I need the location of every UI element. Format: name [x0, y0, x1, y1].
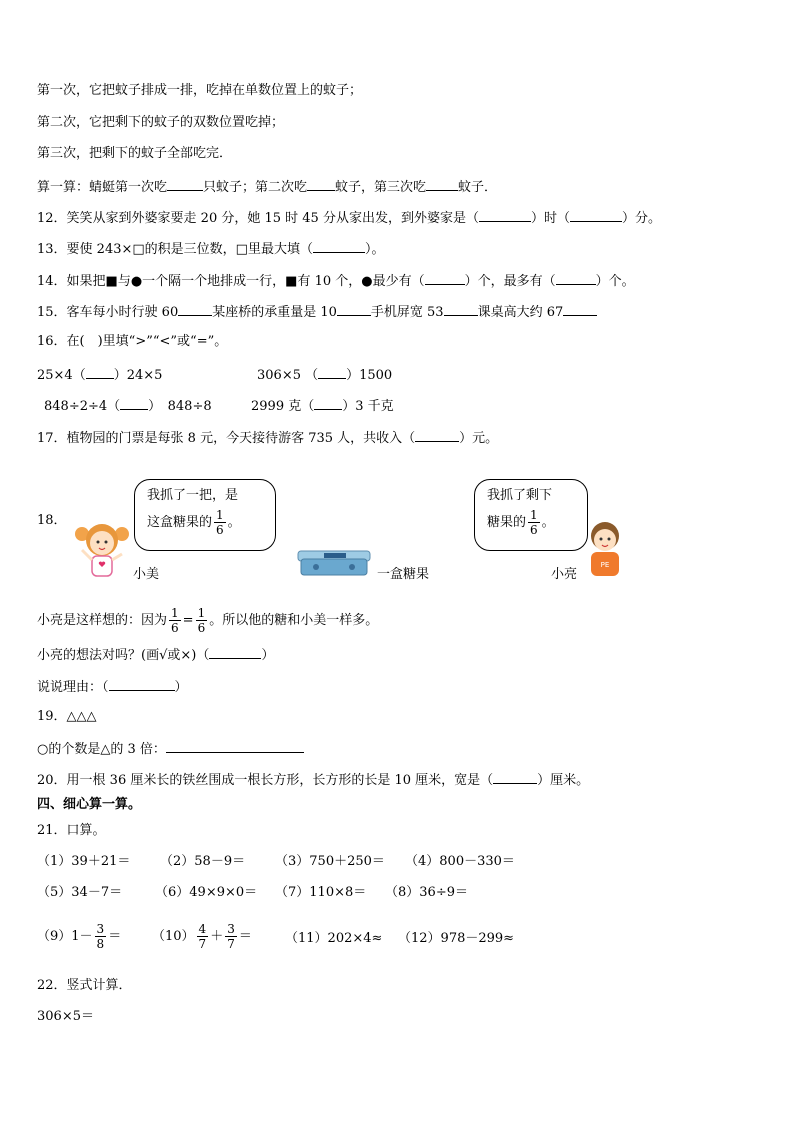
denominator: 6 [171, 621, 179, 635]
text: ）时（ [530, 211, 570, 226]
text: 蚊子，第三次吃 [335, 180, 427, 195]
calc-11: （11）202×4≈ [285, 931, 383, 946]
text: 306×5 （ [257, 368, 319, 383]
bubble-text-part: 这盒糖果的 [147, 515, 213, 530]
fraction [196, 606, 208, 635]
text: ） [174, 680, 188, 695]
text: 手机屏宽 53 [370, 305, 444, 320]
text: 小亮是这样想的：因为 [37, 613, 168, 628]
blank[interactable] [209, 645, 261, 659]
numerator: 1 [197, 606, 206, 620]
question-19-answer [37, 739, 304, 759]
text: ）分。 [621, 211, 661, 226]
question-19: 19．△△△ [37, 709, 97, 724]
equals: = [182, 613, 194, 628]
question-22: 22．竖式计算． [37, 978, 132, 993]
blank[interactable] [109, 677, 175, 691]
bubble-text [147, 508, 263, 537]
blank[interactable] [479, 208, 531, 222]
denominator: 8 [96, 937, 105, 951]
text: ）个，最多有（ [464, 274, 556, 289]
denominator: 7 [198, 937, 207, 951]
text: ）个。 [595, 274, 635, 289]
blank[interactable] [415, 428, 459, 442]
calc-5: （5）34－7＝ [37, 885, 123, 900]
question-14 [37, 271, 635, 291]
blank[interactable] [120, 396, 148, 410]
question-18-reason [37, 677, 188, 697]
compare-3 [44, 396, 212, 416]
blank[interactable] [426, 177, 458, 191]
text: 算一算：蜻蜓第一次吃 [37, 180, 168, 195]
bubble-text: 我抓了剩下 [487, 488, 553, 503]
text: 蚊子． [458, 180, 498, 195]
bubble-text [487, 508, 575, 537]
fraction [197, 922, 209, 951]
numerator: 3 [96, 922, 105, 936]
bubble-text-part: 。 [541, 515, 555, 530]
numerator: 1 [171, 606, 179, 620]
text: ）元。 [459, 431, 499, 446]
denominator: 6 [197, 621, 206, 635]
text: 848÷2÷4（ [44, 399, 121, 414]
text: ＝ [108, 929, 122, 944]
text: 2999 克（ [251, 399, 315, 414]
text: ）厘米。 [537, 773, 590, 788]
blank[interactable] [444, 302, 478, 316]
question-15 [37, 302, 597, 322]
numerator: 1 [216, 508, 224, 522]
text: 说说理由：（ [37, 680, 109, 695]
question-16: 16．在( )里填“>”“<”或“=”。 [37, 334, 228, 349]
calc-10 [152, 920, 252, 954]
blank[interactable] [167, 177, 203, 191]
numerator: 3 [227, 922, 235, 936]
blank[interactable] [307, 177, 335, 191]
text-line: 第二次，它把剩下的蚊子的双数位置吃掉； [37, 115, 285, 130]
text: 某座桥的承重量是 10 [212, 305, 337, 320]
text: 12．笑笑从家到外婆家要走 20 分，她 15 时 45 分从家出发，到外婆家是（ [37, 211, 479, 226]
question-18-number: 18． [37, 513, 67, 528]
compare-2 [257, 365, 392, 385]
text-line: 第一次，它把蚊子排成一排，吃掉在单数位置上的蚊子； [37, 83, 363, 98]
text: 小亮的想法对吗？(画√或×)（ [37, 648, 210, 663]
denominator: 6 [530, 523, 538, 537]
blank[interactable] [313, 239, 365, 253]
boy-icon [582, 520, 628, 582]
plus: ＋ [210, 929, 224, 944]
girl-icon [72, 520, 132, 582]
blank[interactable] [337, 302, 371, 316]
question-20 [37, 770, 589, 790]
blank[interactable] [563, 302, 597, 316]
fraction [169, 606, 181, 635]
text: （9）1－ [37, 929, 93, 944]
calc-3: （3）750＋250＝ [275, 854, 385, 869]
text: ）3 千克 [342, 399, 394, 414]
blank[interactable] [178, 302, 212, 316]
calc-8: （8）36÷9＝ [385, 885, 468, 900]
text: 课桌高大约 67 [477, 305, 564, 320]
text: ）。 [364, 242, 385, 257]
text: ） [261, 648, 275, 663]
text: ） 848÷8 [148, 399, 212, 414]
calc-7: （7）110×8＝ [275, 885, 367, 900]
question-11-calc [37, 177, 497, 197]
calc-12: （12）978－299≈ [398, 931, 515, 946]
blank[interactable] [318, 365, 346, 379]
blank[interactable] [570, 208, 622, 222]
blank[interactable] [556, 271, 596, 285]
bubble-text-part: 糖果的 [487, 515, 527, 530]
numerator: 4 [198, 922, 207, 936]
calc-2: （2）58－9＝ [160, 854, 246, 869]
denominator: 6 [216, 523, 224, 537]
fraction [95, 922, 107, 951]
box-label: 一盒糖果 [377, 567, 430, 582]
question-18-judge [37, 645, 274, 665]
bubble-text: 我抓了一把，是 [147, 488, 239, 503]
text: ）24×5 [113, 368, 163, 383]
text: 。所以他的糖和小美一样多。 [209, 613, 379, 628]
blank[interactable] [314, 396, 342, 410]
text: 25×4（ [37, 368, 86, 383]
text: 17．植物园的门票是每张 8 元，今天接待游客 735 人，共收入（ [37, 431, 416, 446]
text: 20．用一根 36 厘米长的铁丝围成一根长方形，长方形的长是 10 厘米，宽是（ [37, 773, 494, 788]
calc-1: （1）39＋21＝ [37, 854, 131, 869]
speech-bubble-left [134, 479, 276, 551]
text: 13．要使 243×□的积是三位数，□里最大填（ [37, 242, 313, 257]
question-18-thought [37, 606, 378, 636]
calc-6: （6）49×9×0＝ [155, 885, 258, 900]
fraction [528, 508, 540, 537]
compare-1 [37, 365, 162, 385]
blank[interactable] [425, 271, 465, 285]
name-left: 小美 [133, 567, 160, 582]
question-12 [37, 208, 661, 228]
name-right: 小亮 [551, 567, 578, 582]
compare-4 [251, 396, 394, 416]
blank[interactable] [166, 739, 304, 753]
speech-bubble-right [474, 479, 588, 551]
text: ）1500 [346, 368, 393, 383]
question-21: 21．口算。 [37, 823, 106, 838]
text: 14．如果把■与●一个隔一个地排成一行，■有 10 个，●最少有（ [37, 274, 425, 289]
question-13 [37, 239, 384, 259]
fraction [214, 508, 226, 537]
calc-4: （4）800－330＝ [405, 854, 515, 869]
text: 只蚊子；第二次吃 [203, 180, 308, 195]
calc-9 [37, 920, 121, 954]
candy-box-icon [296, 547, 372, 577]
numerator: 1 [530, 508, 538, 522]
denominator: 7 [227, 937, 235, 951]
text: ＝ [238, 929, 252, 944]
section-4-heading: 四、细心算一算。 [37, 797, 142, 812]
text: （10） [152, 929, 195, 944]
blank[interactable] [493, 770, 537, 784]
fraction [225, 922, 237, 951]
question-22-a: 306×5＝ [37, 1009, 94, 1024]
bubble-text-part: 。 [227, 515, 241, 530]
svg-text:PE: PE [600, 561, 610, 569]
text-line: 第三次，把剩下的蚊子全部吃完． [37, 146, 233, 161]
text: 15．客车每小时行驶 60 [37, 305, 179, 320]
blank[interactable] [86, 365, 114, 379]
text: ○的个数是△的 3 倍： [37, 742, 166, 757]
question-17 [37, 428, 498, 448]
